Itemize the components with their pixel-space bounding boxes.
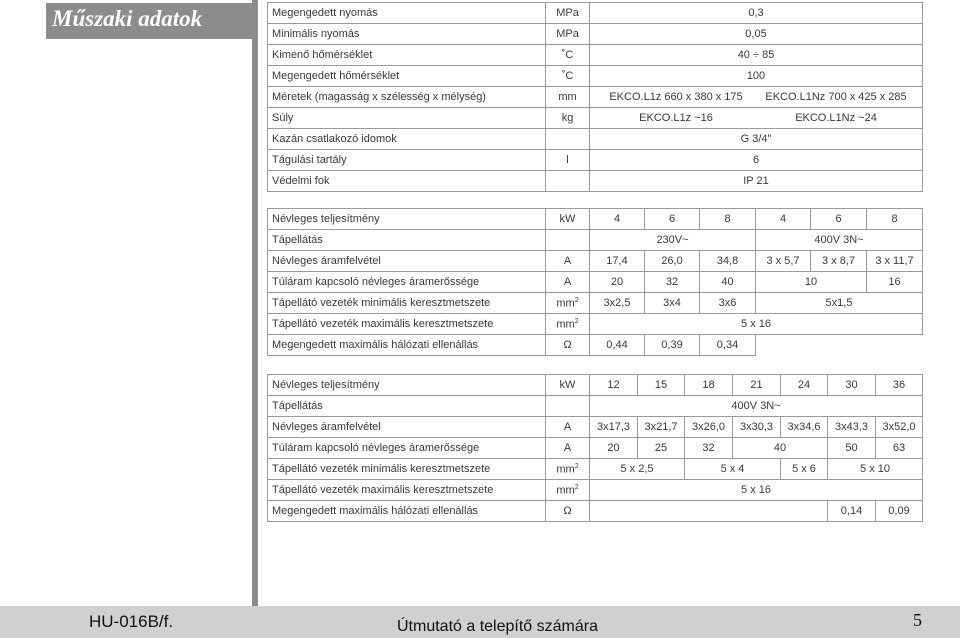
table-row <box>268 480 923 501</box>
cell-value: 0,44 <box>590 335 645 356</box>
cell-value: 400V 3N~ <box>590 396 923 417</box>
row-value <box>590 87 923 108</box>
row-label: Tápellátás <box>268 396 546 417</box>
footer-title: Útmutató a telepítő számára <box>397 618 598 635</box>
value-model-2: EKCO.L1Nz 700 x 425 x 285 <box>765 91 907 103</box>
row-label: Minimális nyomás <box>268 24 546 45</box>
row-label: Túláram kapcsoló névleges áramerőssége <box>268 272 546 293</box>
row-label: Megengedett maximális hálózati ellenállás <box>268 335 546 356</box>
row-unit: kW <box>546 375 590 396</box>
general-specs-table <box>267 2 923 192</box>
value-model-2: EKCO.L1Nz ~24 <box>795 112 877 124</box>
cell-empty <box>590 501 828 522</box>
cell-value: 63 <box>876 438 923 459</box>
table-row <box>268 150 923 171</box>
row-unit: A <box>546 272 590 293</box>
row-label: Névleges teljesítmény <box>268 209 546 230</box>
unit-text: mm <box>556 297 575 310</box>
row-label: Megengedett hőmérséklet <box>268 66 546 87</box>
cell-value: 3x30,3 <box>733 417 781 438</box>
section-title-box <box>46 3 252 39</box>
page-number: 5 <box>913 610 922 630</box>
section-title: Műszaki adatok <box>52 6 203 31</box>
cell-value: 8 <box>700 209 756 230</box>
row-unit: l <box>546 150 590 171</box>
row-unit: MPa <box>546 3 590 24</box>
row-unit: Ω <box>546 335 590 356</box>
table-row <box>268 3 923 24</box>
cell-value: 4 <box>590 209 645 230</box>
cell-value: 0,39 <box>645 335 700 356</box>
cell-value: 20 <box>590 438 638 459</box>
row-value: 100 <box>590 66 923 87</box>
cell-value: 3x17,3 <box>590 417 638 438</box>
table-row <box>268 459 923 480</box>
cell-value: 3x52,0 <box>876 417 923 438</box>
row-value: G 3/4" <box>590 129 923 150</box>
row-label: Tápellátás <box>268 230 546 251</box>
cell-value: 10 <box>756 272 867 293</box>
row-value: IP 21 <box>590 171 923 192</box>
cell-value: 3x21,7 <box>638 417 685 438</box>
table-row <box>268 272 923 293</box>
cell-empty <box>756 335 923 356</box>
cell-value: 21 <box>733 375 781 396</box>
table-row <box>268 501 923 522</box>
unit-text: mm <box>556 318 575 331</box>
cell-value: 20 <box>590 272 645 293</box>
table-row <box>268 396 923 417</box>
cell-value: 6 <box>811 209 867 230</box>
cell-value: 30 <box>828 375 876 396</box>
row-label: Súly <box>268 108 546 129</box>
cell-value: 5 x 16 <box>590 314 923 335</box>
table-row <box>268 129 923 150</box>
row-unit <box>546 314 590 335</box>
table-row <box>268 230 923 251</box>
row-label: Kimenő hőmérséklet <box>268 45 546 66</box>
row-label: Méretek (magasság x szélesség x mélység) <box>268 87 546 108</box>
cell-value: 3x34,6 <box>781 417 828 438</box>
row-label: Névleges áramfelvétel <box>268 251 546 272</box>
cell-value: 40 <box>700 272 756 293</box>
row-label: Védelmi fok <box>268 171 546 192</box>
table-row <box>268 87 923 108</box>
table-row <box>268 171 923 192</box>
table-row <box>268 375 923 396</box>
value-model-1: EKCO.L1z ~16 <box>639 112 713 124</box>
electrical-specs-table-small <box>267 208 923 356</box>
row-value: 0,05 <box>590 24 923 45</box>
row-label: Megengedett nyomás <box>268 3 546 24</box>
cell-value: 32 <box>685 438 733 459</box>
cell-value: 40 <box>733 438 828 459</box>
cell-value: 3 x 5,7 <box>756 251 811 272</box>
cell-value: 32 <box>645 272 700 293</box>
row-value: 40 ÷ 85 <box>590 45 923 66</box>
row-unit <box>546 129 590 150</box>
row-label: Tágulási tartály <box>268 150 546 171</box>
cell-value: 16 <box>867 272 923 293</box>
cell-value: 36 <box>876 375 923 396</box>
row-label: Túláram kapcsoló névleges áramerőssége <box>268 438 546 459</box>
row-unit: mm <box>546 87 590 108</box>
row-value <box>590 108 923 129</box>
unit-text: mm <box>556 463 575 476</box>
electrical-specs-table-large <box>267 374 923 522</box>
table-row <box>268 293 923 314</box>
sidebar-divider <box>252 0 258 610</box>
row-value: 6 <box>590 150 923 171</box>
row-unit <box>546 396 590 417</box>
table-row <box>268 335 923 356</box>
row-unit <box>546 480 590 501</box>
row-label: Megengedett maximális hálózati ellenállás <box>268 501 546 522</box>
row-unit <box>546 171 590 192</box>
table-row <box>268 45 923 66</box>
unit-exponent: 2 <box>574 483 579 491</box>
unit-exponent: 2 <box>574 462 579 470</box>
table-row <box>268 24 923 45</box>
row-unit: Ω <box>546 501 590 522</box>
document-code: HU-016B/f. <box>89 612 174 631</box>
cell-value: 24 <box>781 375 828 396</box>
page-footer <box>0 606 960 638</box>
cell-value: 400V 3N~ <box>756 230 923 251</box>
table-row <box>268 66 923 87</box>
cell-value: 5 x 10 <box>828 459 923 480</box>
cell-value: 3 x 11,7 <box>867 251 923 272</box>
unit-text: mm <box>556 484 575 497</box>
cell-value: 5 x 6 <box>781 459 828 480</box>
row-unit: ˚C <box>546 66 590 87</box>
row-label: Tápellátó vezeték maximális keresztmetszete <box>268 480 546 501</box>
cell-value: 26,0 <box>645 251 700 272</box>
row-label: Kazán csatlakozó idomok <box>268 129 546 150</box>
cell-value: 5 x 16 <box>590 480 923 501</box>
row-value: 0,3 <box>590 3 923 24</box>
cell-value: 0,09 <box>876 501 923 522</box>
row-unit: ˚C <box>546 45 590 66</box>
cell-value: 5 x 2,5 <box>590 459 685 480</box>
table-row <box>268 438 923 459</box>
row-label: Névleges teljesítmény <box>268 375 546 396</box>
cell-value: 230V~ <box>590 230 756 251</box>
cell-value: 8 <box>867 209 923 230</box>
cell-value: 3x43,3 <box>828 417 876 438</box>
row-unit <box>546 459 590 480</box>
unit-exponent: 2 <box>574 317 579 325</box>
row-unit: kW <box>546 209 590 230</box>
cell-value: 18 <box>685 375 733 396</box>
row-label: Tápellátó vezeték minimális keresztmetszete <box>268 459 546 480</box>
cell-value: 0,34 <box>700 335 756 356</box>
sidebar <box>0 0 258 610</box>
table-row <box>268 209 923 230</box>
cell-value: 3x26,0 <box>685 417 733 438</box>
cell-value: 12 <box>590 375 638 396</box>
row-label: Tápellátó vezeték minimális keresztmetszete <box>268 293 546 314</box>
row-unit: A <box>546 438 590 459</box>
table-row <box>268 314 923 335</box>
cell-value: 0,14 <box>828 501 876 522</box>
cell-value: 3x6 <box>700 293 756 314</box>
table-row <box>268 108 923 129</box>
cell-value: 25 <box>638 438 685 459</box>
cell-value: 3x2,5 <box>590 293 645 314</box>
row-unit: kg <box>546 108 590 129</box>
cell-value: 17,4 <box>590 251 645 272</box>
cell-value: 34,8 <box>700 251 756 272</box>
row-unit: A <box>546 251 590 272</box>
row-unit <box>546 293 590 314</box>
row-unit: A <box>546 417 590 438</box>
cell-value: 3 x 8,7 <box>811 251 867 272</box>
cell-value: 6 <box>645 209 700 230</box>
cell-value: 5 x 4 <box>685 459 781 480</box>
row-unit <box>546 230 590 251</box>
row-unit: MPa <box>546 24 590 45</box>
cell-value: 50 <box>828 438 876 459</box>
row-label: Névleges áramfelvétel <box>268 417 546 438</box>
unit-exponent: 2 <box>574 296 579 304</box>
cell-value: 15 <box>638 375 685 396</box>
table-row <box>268 417 923 438</box>
cell-value: 4 <box>756 209 811 230</box>
cell-value: 3x4 <box>645 293 700 314</box>
value-model-1: EKCO.L1z 660 x 380 x 175 <box>609 91 743 103</box>
row-label: Tápellátó vezeték maximális keresztmetszete <box>268 314 546 335</box>
table-row <box>268 251 923 272</box>
cell-value: 5x1,5 <box>756 293 923 314</box>
